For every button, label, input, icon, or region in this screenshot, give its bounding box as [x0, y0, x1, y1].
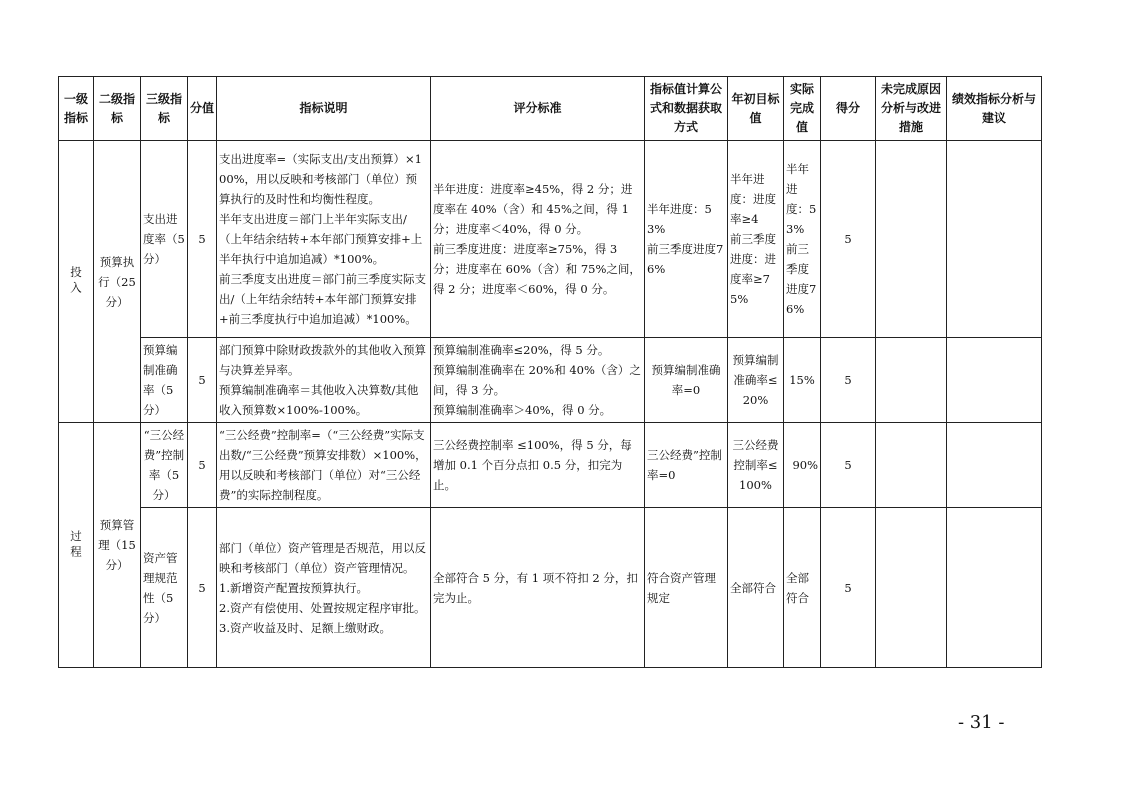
scoring-criteria: 三公经费控制率 ≤100%，得 5 分，每增加 0.1 个百分点扣 0.5 分，扣完为止。 [431, 423, 645, 508]
header-level2: 二级指标 [94, 77, 141, 141]
page-number: - 31 - [958, 712, 1005, 733]
score-value: 5 [188, 141, 217, 338]
target-value: 全部符合 [728, 508, 784, 668]
score-value: 5 [188, 338, 217, 423]
score-value: 5 [188, 423, 217, 508]
score: 5 [821, 141, 876, 338]
level2-budget-exec: 预算执行（25分） [94, 141, 141, 423]
reason-cell [876, 508, 947, 668]
score: 5 [821, 423, 876, 508]
header-score: 得分 [821, 77, 876, 141]
target-value: 预算编制准确率≤20% [728, 338, 784, 423]
reason-cell [876, 141, 947, 338]
indicator-description: 部门预算中除财政拨款外的其他收入预算与决算差异率。 预算编制准确率＝其他收入决算数/其他收入预算数×100%-100%。 [217, 338, 431, 423]
performance-table [58, 76, 1042, 668]
header-analysis: 绩效指标分析与建议 [947, 77, 1042, 141]
header-description: 指标说明 [217, 77, 431, 141]
level1-input-cell [59, 141, 94, 423]
actual-value: 全部符合 [784, 508, 821, 668]
header-reason: 未完成原因分析与改进措施 [876, 77, 947, 141]
actual-value: 15% [784, 338, 821, 423]
indicator-description: 部门（单位）资产管理是否规范，用以反映和考核部门（单位）资产管理情况。 1.新增资产配置按预算执行。 2.资产有偿使用、处置按规定程序审批。 3.资产收益及时、足额上缴财政。 [217, 508, 431, 668]
header-target: 年初目标值 [728, 77, 784, 141]
formula-method: 符合资产管理规定 [645, 508, 728, 668]
formula-method: 半年进度：53% 前三季度进度76% [645, 141, 728, 338]
header-formula: 指标值计算公式和数据获取方式 [645, 77, 728, 141]
level3-indicator: 预算编制准确率（5分） [141, 338, 188, 423]
actual-value: 半年进度：53% 前三季度进度76% [784, 141, 821, 338]
indicator-description: “三公经费”控制率=（“三公经费”实际支出数/“三公经费”预算安排数）×100%，用以反映和考核部门（单位）对“三公经费”的实际控制程度。 [217, 423, 431, 508]
level2-budget-mgmt: 预算管理（15分） [94, 423, 141, 668]
formula-method: 预算编制准确率=0 [645, 338, 728, 423]
header-score-value: 分值 [188, 77, 217, 141]
level1-input: 投入 [69, 266, 83, 297]
score-value: 5 [188, 508, 217, 668]
analysis-cell [947, 423, 1042, 508]
scoring-criteria: 半年进度：进度率≥45%，得 2 分；进度率在 40%（含）和 45%之间，得 1 分；进度率＜40%，得 0 分。 前三季度进度：进度率≥75%，得 3 分；进度率在 60%（含）和 75%之间，得 2 分；进度率＜60%，得 0 分。 [431, 141, 645, 338]
table-row [59, 338, 1042, 423]
analysis-cell [947, 141, 1042, 338]
actual-value: 90% [784, 423, 821, 508]
scoring-criteria: 全部符合 5 分，有 1 项不符扣 2 分，扣完为止。 [431, 508, 645, 668]
score: 5 [821, 508, 876, 668]
target-value: 三公经费控制率≤100% [728, 423, 784, 508]
header-level3: 三级指标 [141, 77, 188, 141]
level3-indicator: 支出进度率（5分） [141, 141, 188, 338]
table-row [59, 141, 1042, 338]
indicator-description: 支出进度率=（实际支出/支出预算）×100%，用以反映和考核部门（单位）预算执行的及时性和均衡性程度。 半年支出进度＝部门上半年实际支出/（上年结余结转+本年部门预算安排+上半年执行中追加追减）*100%。 前三季度支出进度＝部门前三季度实际支出/（上年结余结转+本年部门预算安排+前三季度执行中追加追减）*100%。 [217, 141, 431, 338]
target-value: 半年进度：进度率≥4 前三季度进度：进度率≥75% [728, 141, 784, 338]
header-row [59, 77, 1042, 141]
table-row [59, 423, 1042, 508]
header-actual: 实际完成值 [784, 77, 821, 141]
level1-process-cell [59, 423, 94, 668]
level1-process: 过程 [69, 529, 83, 561]
analysis-cell [947, 508, 1042, 668]
reason-cell [876, 423, 947, 508]
table-row [59, 508, 1042, 668]
header-level1: 一级指标 [59, 77, 94, 141]
analysis-cell [947, 338, 1042, 423]
reason-cell [876, 338, 947, 423]
header-criteria: 评分标准 [431, 77, 645, 141]
scoring-criteria: 预算编制准确率≤20%，得 5 分。 预算编制准确率在 20%和 40%（含）之间，得 3 分。 预算编制准确率＞40%，得 0 分。 [431, 338, 645, 423]
level3-indicator: “三公经费”控制率（5分） [141, 423, 188, 508]
level3-indicator: 资产管理规范性（5分） [141, 508, 188, 668]
formula-method: 三公经费”控制率=0 [645, 423, 728, 508]
score: 5 [821, 338, 876, 423]
